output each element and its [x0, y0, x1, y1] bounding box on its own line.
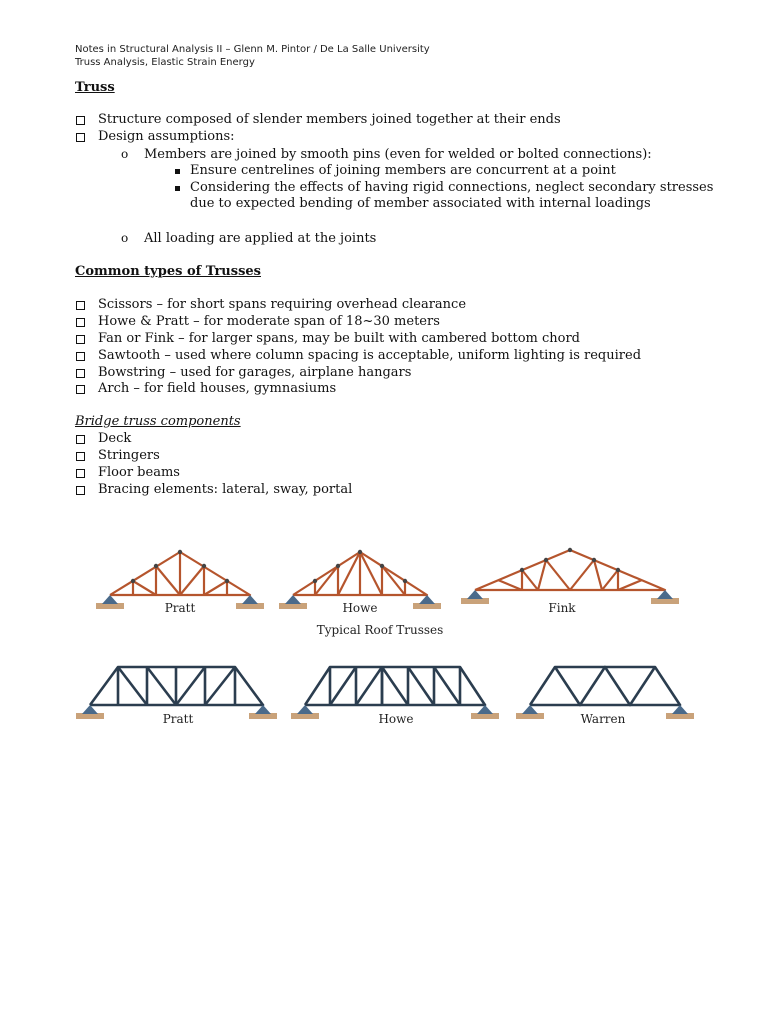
joint-pin	[544, 558, 548, 562]
joint-pin	[225, 579, 229, 583]
support-icon	[96, 595, 124, 609]
list-item: Structure composed of slender members joined together at their ends	[98, 112, 561, 127]
list-item-continuation: due to expected bending of member associated with internal loadings	[190, 196, 651, 211]
support-icon	[236, 595, 264, 609]
circle-bullet-icon: o	[121, 147, 129, 161]
roof-trusses	[110, 550, 665, 595]
bridge-label-warren: Warren	[580, 712, 626, 726]
list-item: Floor beams	[98, 465, 180, 480]
list-item: Members are joined by smooth pins (even for welded or bolted connections):	[144, 147, 652, 162]
bridge-label-howe: Howe	[378, 712, 414, 726]
roof-howe-truss	[293, 552, 427, 595]
joint-pin	[592, 558, 596, 562]
support-icon	[516, 705, 544, 719]
roof-pratt-truss	[110, 552, 250, 595]
bridge-trusses	[90, 667, 680, 705]
section-title-bridge: Bridge truss components	[75, 414, 241, 429]
roof-label-pratt: Pratt	[164, 601, 196, 615]
list-item: Sawtooth – used where column spacing is acceptable, uniform lighting is required	[98, 348, 642, 363]
list-item: Howe & Pratt – for moderate span of 18~30 meters	[98, 314, 440, 329]
bridge-warren-truss	[530, 667, 680, 705]
list-item: Bowstring – used for garages, airplane hangars	[98, 365, 412, 380]
list-item: Fan or Fink – for larger spans, may be built with cambered bottom chord	[98, 331, 580, 346]
joint-pin	[336, 564, 340, 568]
support-icon	[413, 595, 441, 609]
list-item: Scissors – for short spans requiring overhead clearance	[98, 297, 467, 312]
support-icon	[471, 705, 499, 719]
header-line-2: Truss Analysis, Elastic Strain Energy	[75, 57, 255, 68]
support-icon	[666, 705, 694, 719]
list-item: Stringers	[98, 448, 160, 463]
list-item: Ensure centrelines of joining members are concurrent at a point	[190, 163, 616, 178]
section-title-common-types: Common types of Trusses	[75, 264, 261, 279]
roof-fink-truss	[475, 550, 665, 590]
support-icon	[279, 595, 307, 609]
list-item: Bracing elements: lateral, sway, portal	[98, 482, 353, 497]
roof-label-fink: Fink	[548, 601, 576, 615]
support-icon	[651, 590, 679, 604]
header-line-1: Notes in Structural Analysis II – Glenn M. Pintor / De La Salle University	[75, 44, 430, 55]
roof-caption: Typical Roof Trusses	[316, 623, 444, 637]
support-icon	[76, 705, 104, 719]
list-item: Arch – for field houses, gymnasiums	[98, 381, 337, 396]
joint-pin	[358, 550, 362, 554]
circle-bullet-icon: o	[121, 231, 129, 245]
support-icon	[461, 590, 489, 604]
list-item: All loading are applied at the joints	[144, 231, 377, 246]
support-icon	[291, 705, 319, 719]
joint-pin	[313, 579, 317, 583]
list-item: Design assumptions:	[98, 129, 235, 144]
joint-pin	[520, 568, 524, 572]
list-item: Considering the effects of having rigid connections, neglect secondary stresses	[190, 180, 714, 195]
bridge-pratt-truss	[90, 667, 263, 705]
joint-pin	[403, 579, 407, 583]
section-title-truss: Truss	[75, 80, 115, 95]
joint-pin	[178, 550, 182, 554]
joint-pin	[616, 568, 620, 572]
joint-pin	[202, 564, 206, 568]
support-icon	[249, 705, 277, 719]
joint-pin	[131, 579, 135, 583]
joint-pin	[568, 548, 572, 552]
roof-label-howe: Howe	[342, 601, 378, 615]
bridge-label-pratt: Pratt	[162, 712, 194, 726]
joint-pin	[154, 564, 158, 568]
bridge-howe-truss	[305, 667, 485, 705]
list-item: Deck	[98, 431, 132, 446]
joint-pin	[380, 564, 384, 568]
